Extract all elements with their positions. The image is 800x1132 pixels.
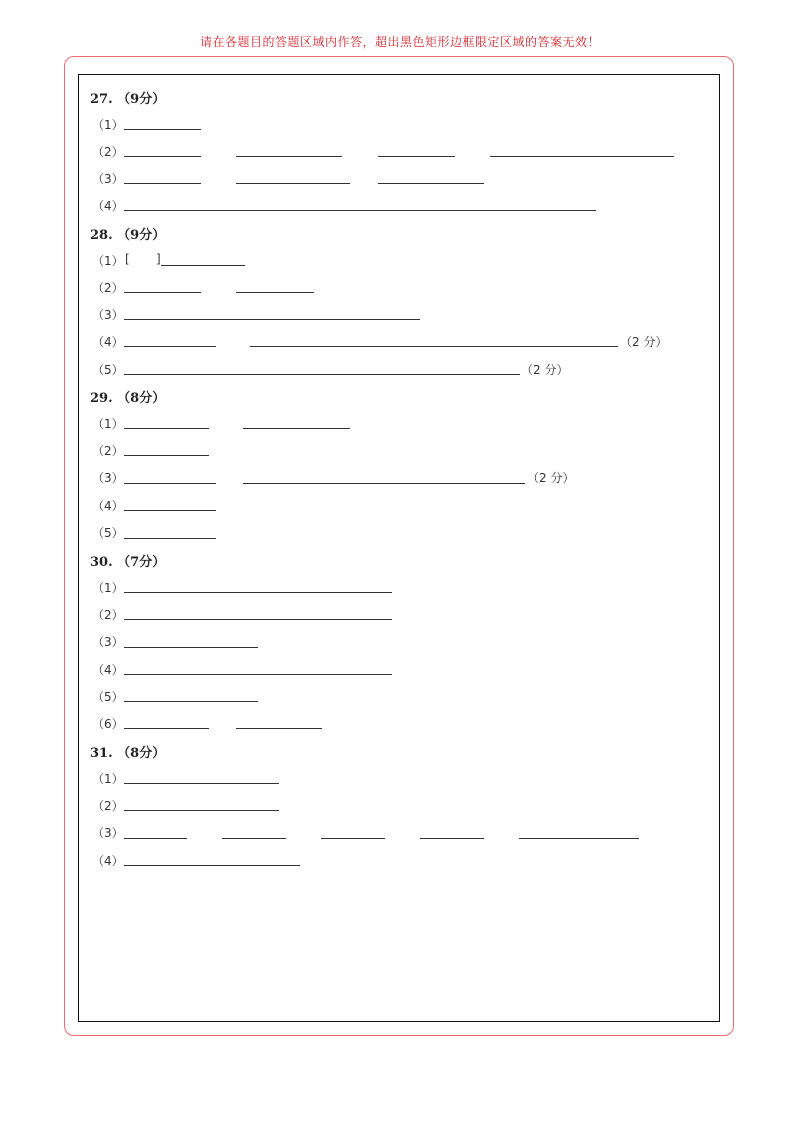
q28-1-bracket-open: [ bbox=[125, 252, 130, 266]
q28-title: 28. （9分） bbox=[90, 228, 166, 243]
q27-item-1-label: （1） bbox=[92, 118, 124, 132]
q31-item-4-label: （4） bbox=[92, 854, 124, 868]
q27-title: 27. （9分） bbox=[90, 92, 166, 107]
q29-item-2-label: （2） bbox=[92, 444, 124, 458]
q30-1-blank[interactable] bbox=[124, 592, 392, 593]
warning-text: 请在各题目的答题区域内作答，超出黑色矩形边框限定区域的答案无效！ bbox=[199, 35, 600, 49]
q27-item-4-label: （4） bbox=[92, 199, 124, 213]
q28-4-blank-b[interactable] bbox=[250, 346, 618, 347]
q31-3-blank-d[interactable] bbox=[420, 838, 484, 839]
q29-5-blank[interactable] bbox=[124, 538, 216, 539]
q31-title: 31. （8分） bbox=[90, 746, 166, 761]
q27-3-blank-a[interactable] bbox=[124, 183, 201, 184]
q27-2-blank-d[interactable] bbox=[490, 156, 674, 157]
q30-4-blank[interactable] bbox=[124, 674, 392, 675]
q31-item-1-label: （1） bbox=[92, 772, 124, 786]
q28-5-blank[interactable] bbox=[124, 374, 520, 375]
q29-title: 29. （8分） bbox=[90, 391, 166, 406]
q30-6-blank-a[interactable] bbox=[124, 728, 209, 729]
q29-item-3-label: （3） bbox=[92, 471, 124, 485]
q29-item-5-label: （5） bbox=[92, 526, 124, 540]
inner-answer-frame bbox=[78, 74, 720, 1022]
q31-item-3-label: （3） bbox=[92, 826, 124, 840]
q31-4-blank[interactable] bbox=[124, 865, 300, 866]
q30-item-2-label: （2） bbox=[92, 608, 124, 622]
q29-3-score-note: （2 分） bbox=[527, 471, 575, 485]
q31-2-blank[interactable] bbox=[124, 810, 279, 811]
q31-3-blank-b[interactable] bbox=[222, 838, 286, 839]
q30-item-5-label: （5） bbox=[92, 690, 124, 704]
q31-1-blank[interactable] bbox=[124, 783, 279, 784]
q27-2-blank-c[interactable] bbox=[378, 156, 455, 157]
q30-item-4-label: （4） bbox=[92, 663, 124, 677]
q30-2-blank[interactable] bbox=[124, 619, 392, 620]
q30-6-blank-b[interactable] bbox=[236, 728, 322, 729]
q29-2-blank[interactable] bbox=[124, 455, 209, 456]
q28-item-1-label: （1） bbox=[92, 254, 124, 268]
q27-3-blank-b[interactable] bbox=[236, 183, 350, 184]
q29-3-blank-b[interactable] bbox=[243, 483, 525, 484]
q28-4-score-note: （2 分） bbox=[620, 335, 668, 349]
q29-4-blank[interactable] bbox=[124, 510, 216, 511]
q27-2-blank-b[interactable] bbox=[236, 156, 342, 157]
q29-item-4-label: （4） bbox=[92, 499, 124, 513]
q28-2-blank-b[interactable] bbox=[236, 292, 314, 293]
q28-item-3-label: （3） bbox=[92, 308, 124, 322]
q28-1-bracket-close: ] bbox=[156, 252, 161, 266]
q30-5-blank[interactable] bbox=[124, 701, 258, 702]
q31-3-blank-c[interactable] bbox=[321, 838, 385, 839]
q31-item-2-label: （2） bbox=[92, 799, 124, 813]
q29-3-blank-a[interactable] bbox=[124, 483, 216, 484]
q29-1-blank-b[interactable] bbox=[243, 428, 350, 429]
q28-2-blank-a[interactable] bbox=[124, 292, 201, 293]
q30-3-blank[interactable] bbox=[124, 647, 258, 648]
q28-item-2-label: （2） bbox=[92, 281, 124, 295]
q28-item-5-label: （5） bbox=[92, 363, 124, 377]
q27-2-blank-a[interactable] bbox=[124, 156, 201, 157]
q28-4-blank-a[interactable] bbox=[124, 346, 216, 347]
q27-item-2-label: （2） bbox=[92, 145, 124, 159]
q29-item-1-label: （1） bbox=[92, 417, 124, 431]
q27-1-blank[interactable] bbox=[124, 129, 201, 130]
q27-3-blank-c[interactable] bbox=[378, 183, 484, 184]
q28-5-score-note: （2 分） bbox=[521, 363, 569, 377]
q28-item-4-label: （4） bbox=[92, 335, 124, 349]
q29-1-blank-a[interactable] bbox=[124, 428, 209, 429]
q31-3-blank-e[interactable] bbox=[519, 838, 639, 839]
q30-item-3-label: （3） bbox=[92, 635, 124, 649]
q31-3-blank-a[interactable] bbox=[124, 838, 187, 839]
q30-item-6-label: （6） bbox=[92, 717, 124, 731]
q27-4-blank[interactable] bbox=[124, 210, 596, 211]
q28-3-blank[interactable] bbox=[124, 319, 420, 320]
q27-item-3-label: （3） bbox=[92, 172, 124, 186]
q28-1-blank[interactable] bbox=[161, 265, 245, 266]
q30-item-1-label: （1） bbox=[92, 581, 124, 595]
q30-title: 30. （7分） bbox=[90, 555, 166, 570]
